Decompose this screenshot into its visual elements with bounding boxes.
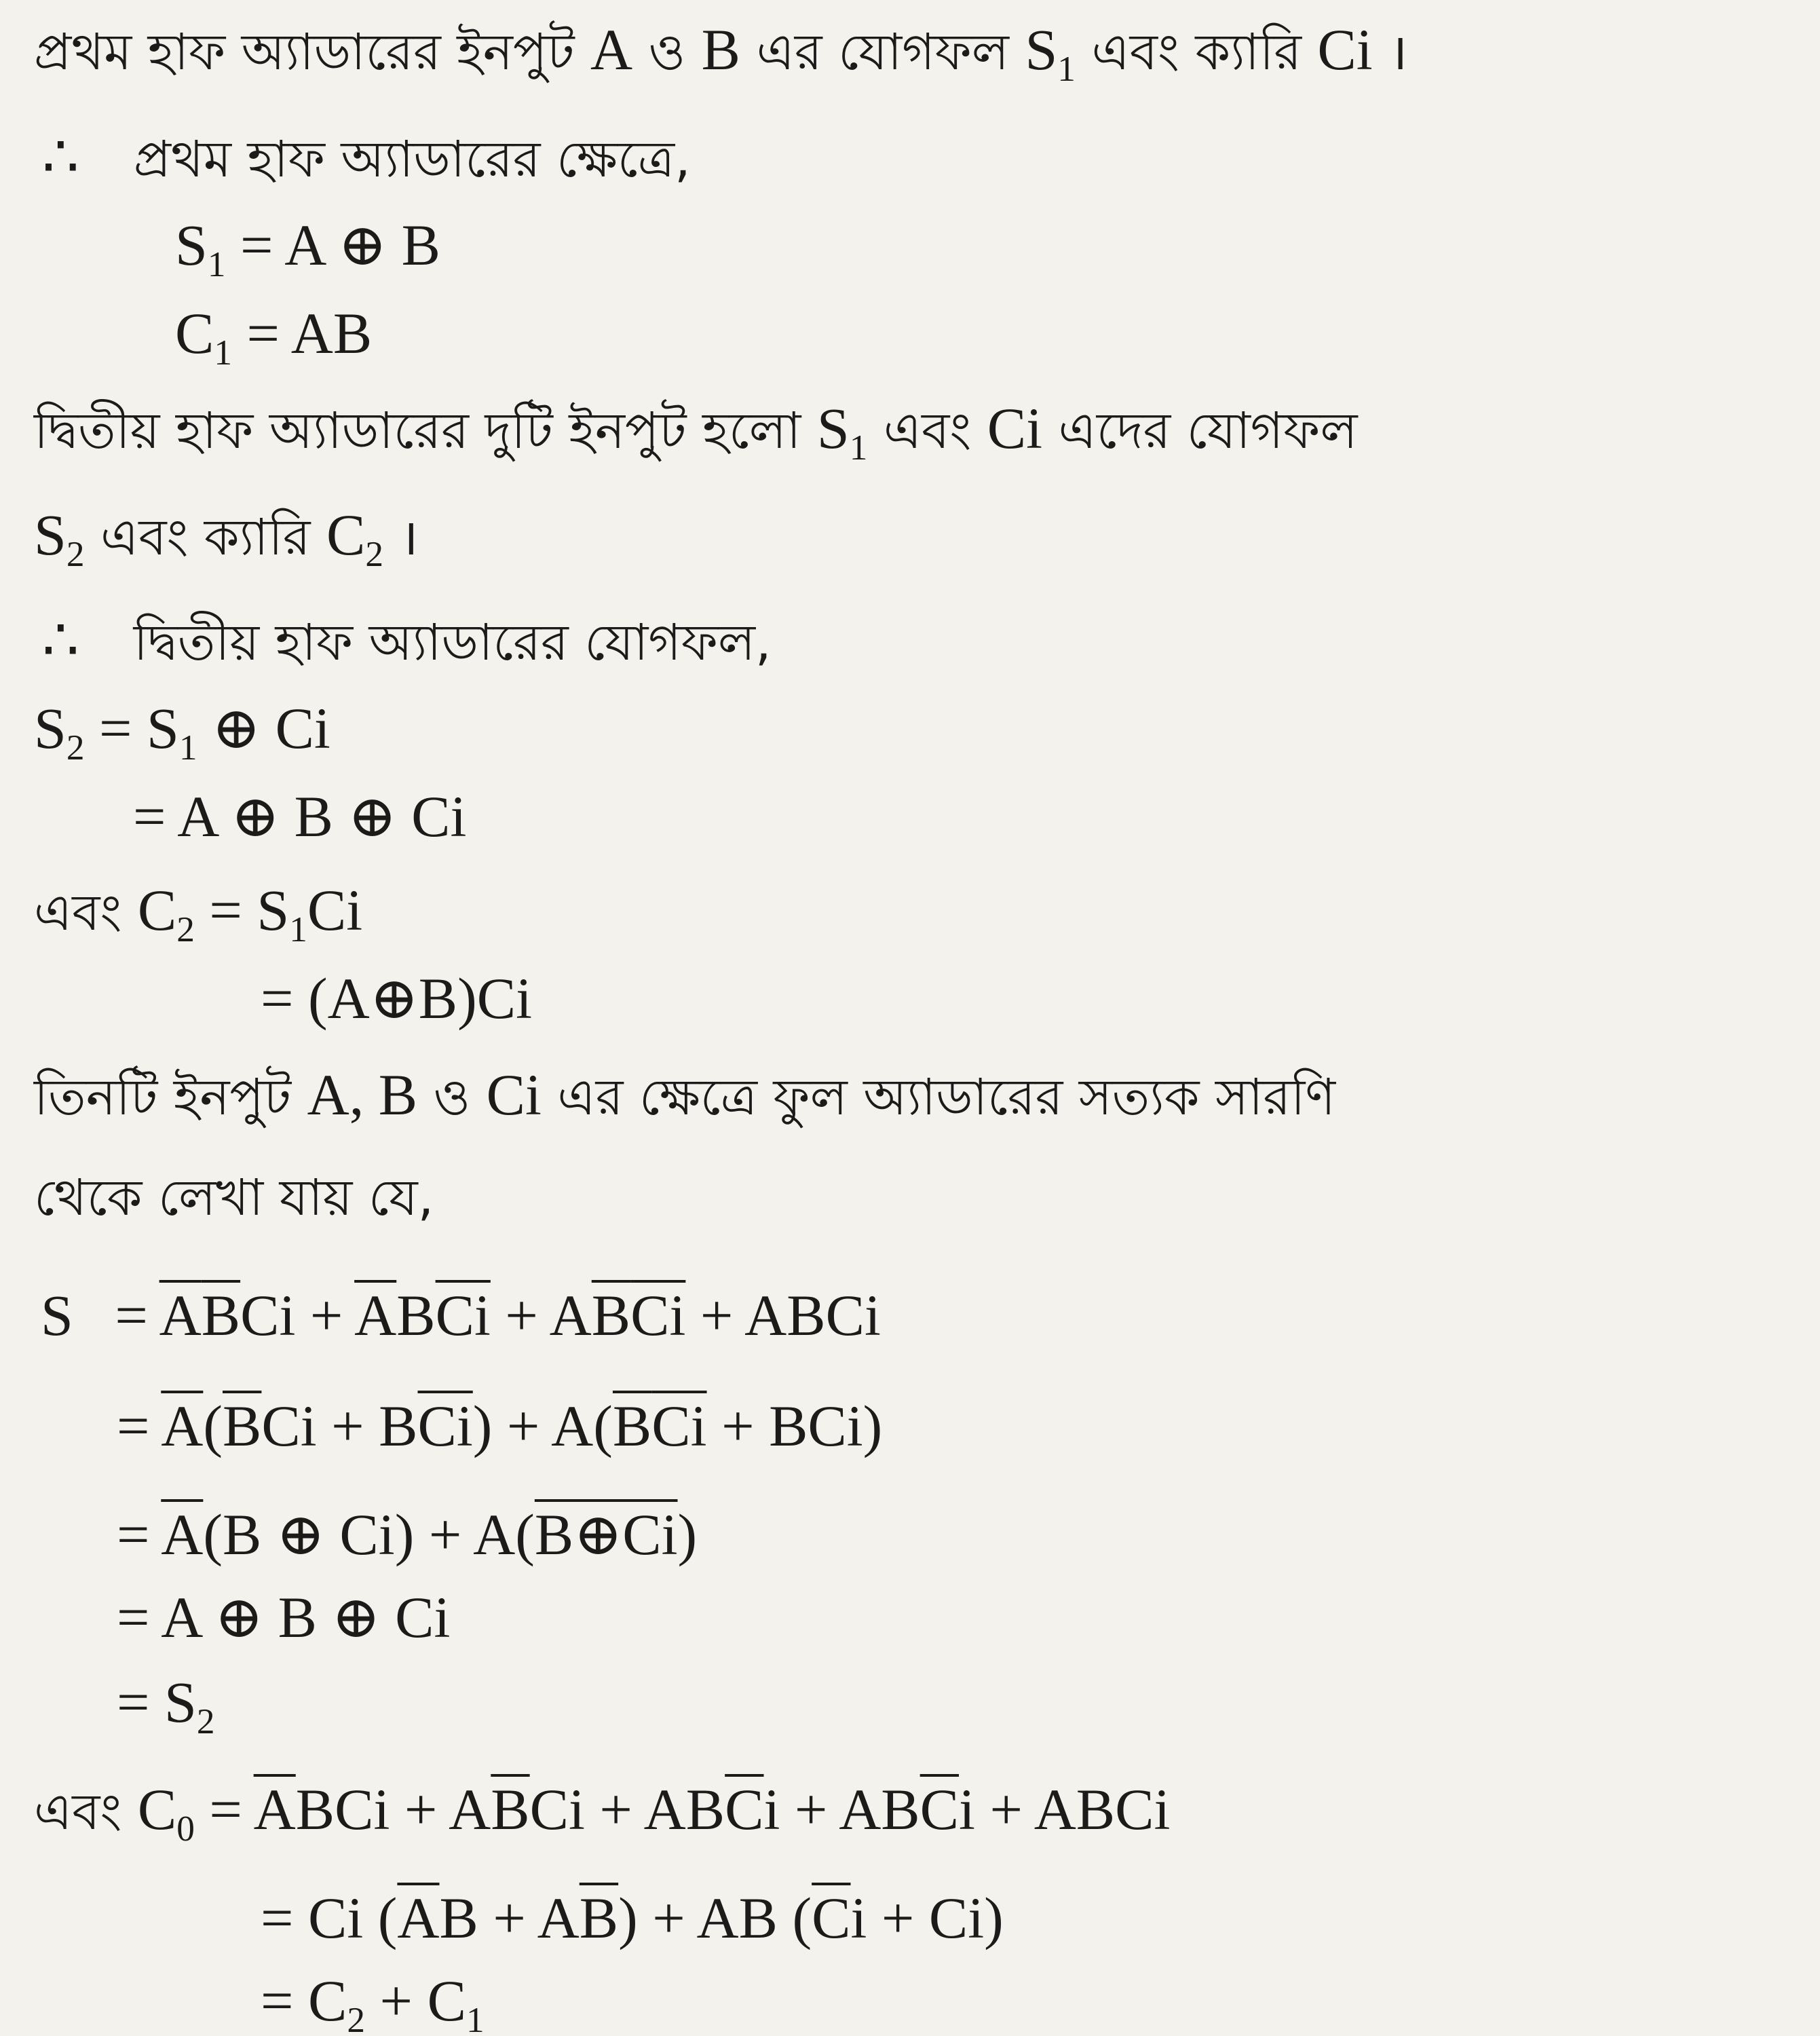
- text: ও: [632, 23, 702, 81]
- line-therefore-second: [42, 607, 772, 673]
- symbol-a: A: [449, 1777, 491, 1842]
- subscript-wrap: [66, 502, 85, 575]
- subscript: 1: [1057, 48, 1076, 90]
- equation-s2-expanded: [133, 784, 467, 849]
- symbol-ci-bar: $\overline{Ci}$: [435, 1283, 491, 1348]
- text: এর যোগফল: [740, 23, 1025, 81]
- term: ) + A(: [472, 1393, 613, 1458]
- equation-rhs: = (A⊕B)Ci: [261, 966, 533, 1031]
- equals: =: [117, 1393, 162, 1458]
- paren: (: [203, 1393, 223, 1458]
- symbol-b-bar: $\overline{B}$: [612, 1393, 652, 1458]
- equation-sum-final: [117, 1585, 451, 1650]
- equation-sum-xor: [117, 1502, 698, 1567]
- subscript: 2: [176, 909, 195, 950]
- symbol-s: S: [34, 502, 67, 567]
- symbol-c: C: [427, 1968, 466, 2033]
- equation-rhs: = AB: [232, 301, 373, 366]
- subscript: 1: [214, 332, 233, 373]
- symbol-s: S: [34, 696, 67, 761]
- symbol-c: C: [175, 301, 214, 366]
- symbol-c: C: [308, 1968, 347, 2033]
- text: ।: [1372, 23, 1408, 81]
- subscript: 2: [365, 533, 383, 575]
- term: i + Ci): [850, 1885, 1004, 1950]
- symbol-s: S: [257, 878, 290, 943]
- symbol-b-bar: $\overline{B}$: [201, 1283, 241, 1348]
- text: এর ক্ষেত্রে ফুল অ্যাডারের সত্যক সারণি: [541, 1068, 1335, 1127]
- equation-rhs: ⊕ Ci: [197, 696, 330, 761]
- equation-c1: [175, 301, 373, 373]
- symbol-ci: Ci: [486, 1062, 542, 1127]
- symbol-s: S: [816, 396, 850, 461]
- symbol-c-bar: $\overline{C}$: [725, 1777, 764, 1842]
- equation-rhs: = A ⊕ B ⊕ Ci: [133, 784, 467, 849]
- line-first-half-adder-inputs: [34, 17, 1408, 90]
- subscript-wrap: [365, 502, 383, 575]
- text: এবং: [34, 1783, 138, 1841]
- symbol-b-bar: $\overline{B}$: [491, 1777, 530, 1842]
- symbol-b: B: [701, 17, 741, 82]
- symbols-a-b: A, B: [307, 1062, 418, 1127]
- subscript: 2: [347, 1999, 366, 2036]
- equals: =: [194, 1777, 254, 1842]
- subscript: 1: [289, 909, 307, 950]
- text: প্রথম হাফ অ্যাডারের ইনপুট: [34, 23, 591, 81]
- line-full-adder-truth-table: [34, 1062, 1335, 1127]
- equation-sum-s2: [117, 1670, 215, 1742]
- equation-carry-sop: [34, 1777, 1171, 1849]
- paren: ): [677, 1502, 698, 1567]
- subscript: 2: [66, 727, 85, 768]
- symbol-ci-bar: $\overline{Ci}$: [417, 1393, 473, 1458]
- equation-rhs: = A ⊕ B ⊕ Ci: [117, 1585, 451, 1650]
- symbol-c-bar: $\overline{C}$: [920, 1777, 960, 1842]
- text: এবং: [34, 884, 138, 942]
- term: B + A: [439, 1885, 580, 1950]
- symbol-ci: Ci: [529, 1777, 585, 1842]
- symbol-a-bar: $\overline{A}$: [161, 1502, 204, 1567]
- plus: +: [780, 1777, 839, 1842]
- symbol-b-bar: $\overline{B}$: [223, 1393, 262, 1458]
- term: + BCi): [706, 1393, 883, 1458]
- equals: =: [84, 696, 147, 761]
- plus: +: [584, 1777, 644, 1842]
- symbol-b-bar: $\overline{B}$: [579, 1885, 619, 1950]
- symbol-a-bar: $\overline{A}$: [253, 1777, 296, 1842]
- text: দ্বিতীয় হাফ অ্যাডারের যোগফল,: [133, 614, 772, 672]
- plus: +: [365, 1968, 428, 2033]
- symbol-ci-bar: $\overline{Ci}$: [630, 1283, 686, 1348]
- equation-s1: [175, 212, 441, 285]
- symbol-a-bar: $\overline{A}$: [354, 1283, 397, 1348]
- equation-carry-factored: [261, 1885, 1004, 1950]
- term-abci: ABCi: [1034, 1777, 1171, 1842]
- line-s2-c2: [34, 502, 419, 575]
- symbol-b: B: [396, 1283, 436, 1348]
- plus: +: [390, 1777, 449, 1842]
- symbol-s: S: [1025, 17, 1058, 82]
- equals: =: [117, 1670, 165, 1735]
- term: BCi: [295, 1777, 390, 1842]
- equals: =: [261, 1968, 309, 2033]
- therefore-symbol: ∴: [42, 124, 79, 189]
- term: Ci + B: [261, 1393, 418, 1458]
- term: = Ci (: [261, 1885, 398, 1950]
- symbol-b-bar: $\overline{B}$: [591, 1283, 631, 1348]
- symbol-a-bar: $\overline{A}$: [159, 1283, 202, 1348]
- equals: =: [194, 878, 257, 943]
- equation-rhs: = A ⊕ B: [225, 212, 441, 278]
- symbol-c: C: [326, 502, 366, 567]
- text: এদের যোগফল: [1042, 402, 1358, 460]
- symbol-c: C: [137, 878, 177, 943]
- symbol-c: C: [137, 1777, 177, 1842]
- text: তিনটি ইনপুট: [34, 1068, 307, 1127]
- line-second-half-adder-inputs: [34, 396, 1358, 468]
- equals: =: [100, 1283, 159, 1348]
- subscript-wrap: [849, 396, 868, 468]
- text: এবং ক্যারি: [84, 508, 326, 567]
- equation-s2: [34, 696, 330, 768]
- subscript: 1: [207, 244, 226, 285]
- symbol-c-bar: $\overline{C}$: [812, 1885, 851, 1950]
- term: (B ⊕ Ci) + A(: [203, 1502, 535, 1567]
- subscript: 1: [849, 427, 868, 468]
- equation-sum-factored: [117, 1393, 883, 1458]
- text: দ্বিতীয় হাফ অ্যাডারের দুটি ইনপুট হলো: [34, 402, 817, 460]
- equation-c2-expanded: [261, 966, 533, 1031]
- symbol-s: S: [164, 1670, 197, 1735]
- equation-carry-final: [261, 1968, 485, 2036]
- text: এবং: [867, 402, 987, 460]
- plus: +: [295, 1283, 355, 1348]
- symbol-ab: AB: [643, 1777, 725, 1842]
- line-therefore-first: [42, 124, 691, 189]
- symbol-a-bar: $\overline{A}$: [161, 1393, 204, 1458]
- text: ।: [383, 508, 419, 567]
- symbol-a: A: [590, 17, 633, 82]
- text: এবং ক্যারি: [1075, 23, 1318, 81]
- therefore-symbol: ∴: [42, 607, 79, 673]
- subscript-wrap: [1057, 17, 1076, 90]
- text: প্রথম হাফ অ্যাডারের ক্ষেত্রে,: [133, 130, 691, 189]
- equals: =: [117, 1502, 162, 1567]
- symbol-a-bar: $\overline{A}$: [397, 1885, 440, 1950]
- symbol-ci: Ci: [987, 396, 1043, 461]
- term: ) + AB (: [618, 1885, 812, 1950]
- subscript: 2: [66, 533, 85, 575]
- symbol-s: S: [147, 696, 179, 761]
- text: ও: [417, 1068, 487, 1127]
- term-abci: ABCi: [744, 1283, 881, 1348]
- plus: +: [685, 1283, 745, 1348]
- symbol-ci-bar: $\overline{Ci}$: [651, 1393, 707, 1458]
- symbol-ci: Ci: [240, 1283, 296, 1348]
- equation-c2: [34, 878, 363, 950]
- symbol-s: S: [41, 1283, 73, 1348]
- symbol-a: A: [549, 1283, 592, 1348]
- symbol-i: i: [959, 1777, 975, 1842]
- plus: +: [490, 1283, 550, 1348]
- symbol-ci: Ci: [1317, 17, 1373, 82]
- line-can-be-written: [34, 1169, 434, 1227]
- symbol-ci: Ci: [307, 878, 363, 943]
- subscript: 2: [196, 1701, 215, 1742]
- equation-sum-sop: [41, 1283, 881, 1348]
- symbol-ab: AB: [839, 1777, 920, 1842]
- text: থেকে লেখা যায় যে,: [34, 1169, 434, 1227]
- symbol-s: S: [175, 212, 208, 278]
- subscript: 1: [466, 1999, 485, 2036]
- term-xnor-bar: B⊕Ci: [534, 1502, 678, 1567]
- subscript: 0: [176, 1808, 195, 1849]
- symbol-i: i: [763, 1777, 780, 1842]
- plus: +: [974, 1777, 1034, 1842]
- subscript: 1: [178, 727, 197, 768]
